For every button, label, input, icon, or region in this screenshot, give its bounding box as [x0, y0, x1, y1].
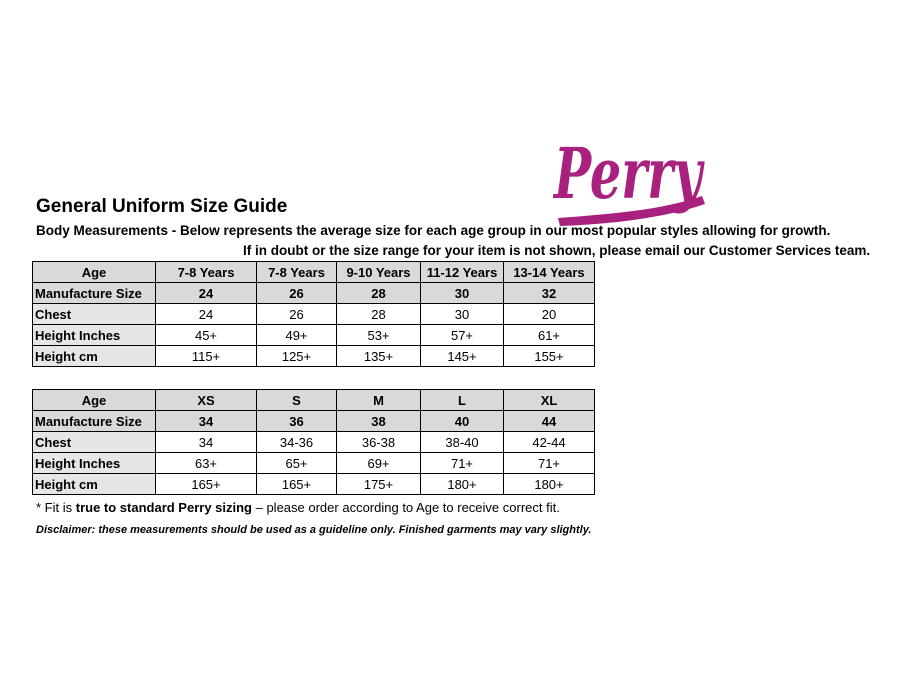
table-cell: 65+	[257, 453, 337, 474]
row-label: Chest	[33, 432, 156, 453]
column-header: 11-12 Years	[421, 262, 504, 283]
fit-note-suffix: – please order according to Age to receive correct fit.	[252, 500, 560, 515]
fit-note	[36, 500, 560, 515]
table-cell: 45+	[156, 325, 257, 346]
table-row	[33, 346, 595, 367]
column-header: 7-8 Years	[257, 262, 337, 283]
row-label: Height cm	[33, 346, 156, 367]
table-cell: 49+	[257, 325, 337, 346]
row-label: Height cm	[33, 474, 156, 495]
table-cell: 180+	[504, 474, 595, 495]
table-cell: 53+	[337, 325, 421, 346]
table-cell: 30	[421, 283, 504, 304]
table-cell: 61+	[504, 325, 595, 346]
size-table-age	[32, 261, 595, 367]
table-cell: 34-36	[257, 432, 337, 453]
table-cell: 145+	[421, 346, 504, 367]
table-cell: 24	[156, 283, 257, 304]
page-title: General Uniform Size Guide	[36, 196, 288, 217]
table-cell: 42-44	[504, 432, 595, 453]
header-label: Age	[33, 390, 156, 411]
row-label: Height Inches	[33, 325, 156, 346]
column-header: 7-8 Years	[156, 262, 257, 283]
subtitle-line-1: Body Measurements - Below represents the average size for each age group in our most popular styles allowing for growth.	[36, 223, 831, 238]
table-cell: 115+	[156, 346, 257, 367]
table-row	[33, 325, 595, 346]
row-label: Height Inches	[33, 453, 156, 474]
table-cell: 20	[504, 304, 595, 325]
table-cell: 36	[257, 411, 337, 432]
table-cell: 36-38	[337, 432, 421, 453]
table-row	[33, 411, 595, 432]
table-cell: 26	[257, 283, 337, 304]
table-cell: 155+	[504, 346, 595, 367]
row-label: Manufacture Size	[33, 283, 156, 304]
table-cell: 63+	[156, 453, 257, 474]
perry-logo	[552, 118, 712, 230]
subtitle-line-2: If in doubt or the size range for your item is not shown, please email our Customer Services team.	[243, 243, 871, 258]
table-cell: 40	[421, 411, 504, 432]
table-cell: 71+	[504, 453, 595, 474]
table-header-row	[33, 262, 595, 283]
table-cell: 32	[504, 283, 595, 304]
size-table-adult	[32, 389, 595, 495]
row-label: Manufacture Size	[33, 411, 156, 432]
table-row	[33, 432, 595, 453]
column-header: 13-14 Years	[504, 262, 595, 283]
table-cell: 44	[504, 411, 595, 432]
column-header: XL	[504, 390, 595, 411]
table-row	[33, 453, 595, 474]
header-label: Age	[33, 262, 156, 283]
table-cell: 30	[421, 304, 504, 325]
column-header: L	[421, 390, 504, 411]
table-cell: 135+	[337, 346, 421, 367]
fit-note-prefix: * Fit is	[36, 500, 76, 515]
column-header: S	[257, 390, 337, 411]
table-cell: 26	[257, 304, 337, 325]
table-cell: 180+	[421, 474, 504, 495]
table-cell: 165+	[257, 474, 337, 495]
row-label: Chest	[33, 304, 156, 325]
table-cell: 34	[156, 411, 257, 432]
table-row	[33, 304, 595, 325]
table-row	[33, 474, 595, 495]
table-cell: 125+	[257, 346, 337, 367]
table-cell: 71+	[421, 453, 504, 474]
fit-note-bold: true to standard Perry sizing	[75, 500, 252, 515]
table-cell: 38-40	[421, 432, 504, 453]
table-cell: 34	[156, 432, 257, 453]
table-row	[33, 283, 595, 304]
table-cell: 28	[337, 304, 421, 325]
column-header: M	[337, 390, 421, 411]
table-cell: 165+	[156, 474, 257, 495]
column-header: XS	[156, 390, 257, 411]
table-header-row	[33, 390, 595, 411]
table-cell: 28	[337, 283, 421, 304]
table-cell: 38	[337, 411, 421, 432]
logo-text: Perry	[552, 132, 706, 215]
table-cell: 57+	[421, 325, 504, 346]
table-cell: 69+	[337, 453, 421, 474]
column-header: 9-10 Years	[337, 262, 421, 283]
disclaimer: Disclaimer: these measurements should be used as a guideline only. Finished garments may vary slightly.	[36, 524, 592, 536]
table-cell: 175+	[337, 474, 421, 495]
table-cell: 24	[156, 304, 257, 325]
